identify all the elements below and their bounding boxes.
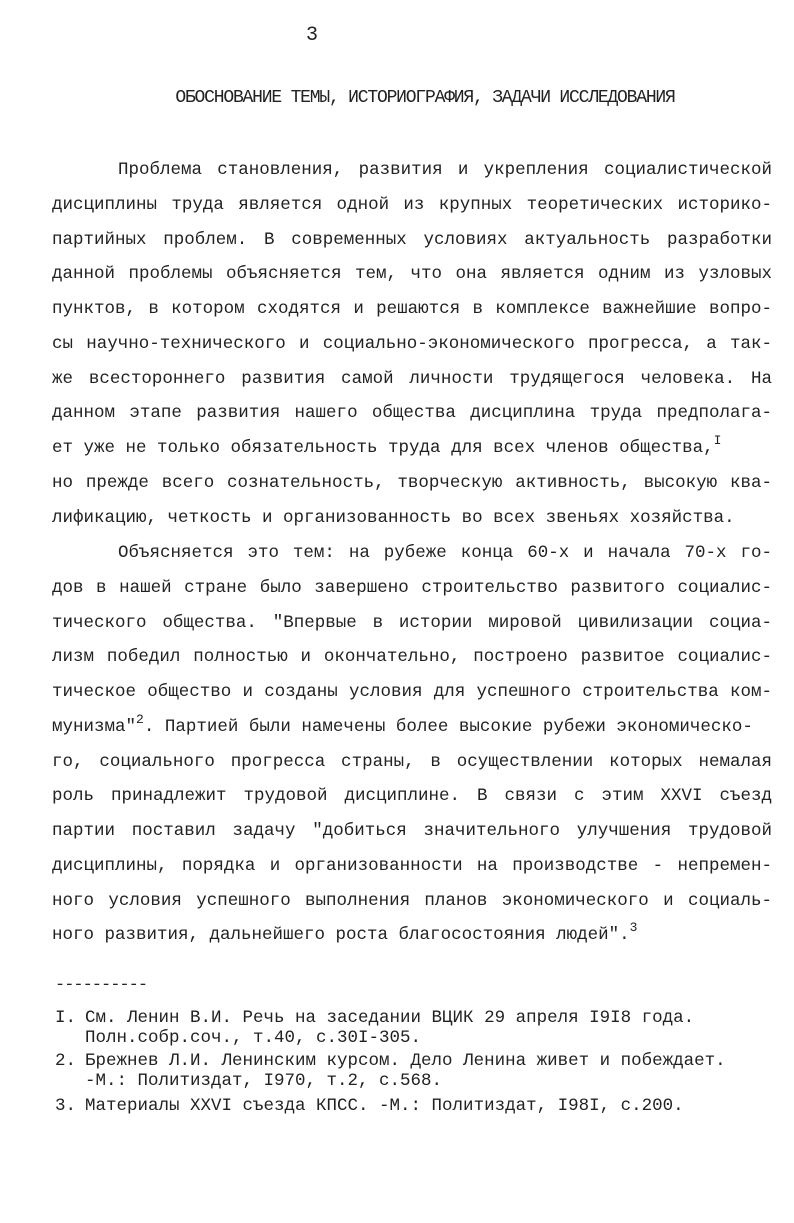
footnote bbox=[55, 1096, 684, 1116]
footnote-ref: 2 bbox=[136, 711, 144, 727]
footnote-text: См. Ленин В.И. Речь на заседании ВЦИК 29 апреля I9I8 года. bbox=[85, 1008, 695, 1028]
footnote-text-cont: Полн.собр.соч., т.40, с.30I-305. bbox=[85, 1028, 422, 1048]
text-line bbox=[52, 366, 772, 392]
line-text: мунизма" bbox=[52, 716, 137, 737]
footnote bbox=[55, 1051, 726, 1091]
line-text: тическое общество и созданы условия для успешного строительства ком- bbox=[52, 682, 772, 702]
text-line bbox=[52, 192, 772, 218]
text-line bbox=[52, 783, 772, 809]
text-line bbox=[52, 227, 772, 253]
text-line bbox=[52, 610, 772, 636]
footnote-text: Брежнев Л.И. Ленинским курсом. Дело Ленина живет и побеждает. bbox=[85, 1051, 726, 1071]
text-line bbox=[52, 818, 772, 844]
text-line bbox=[52, 435, 772, 461]
text-line bbox=[52, 888, 772, 914]
line-text: сы научно-технического и социально-экономического прогресса, а так- bbox=[52, 333, 772, 354]
page-number: 3 bbox=[306, 24, 319, 47]
text-line bbox=[118, 157, 772, 183]
footnote-number: 3. bbox=[55, 1096, 77, 1116]
text-line bbox=[52, 470, 772, 496]
line-text: но прежде всего сознательность, творческую активность, высокую ква- bbox=[52, 472, 772, 493]
line-text: же всестороннего развития самой личности трудящегося человека. На bbox=[52, 368, 772, 389]
footnote-ref: 3 bbox=[629, 920, 638, 936]
footnote-separator: ---------- bbox=[55, 976, 148, 995]
line-text-cont: . Партией были намечены более высокие рубежи экономическо- bbox=[143, 716, 753, 737]
line-text: ного условия успешного выполнения планов экономического и социаль- bbox=[52, 890, 772, 911]
line-text: партии поставил задачу "добиться значительного улучшения трудовой bbox=[52, 821, 772, 841]
footnote-text: Материалы XXVI съезда КПСС. -М.: Политиздат, I98I, с.200. bbox=[85, 1096, 684, 1116]
line-text: дов в нашей стране было завершено строительство развитого социалис- bbox=[52, 577, 772, 598]
footnote-number: I. bbox=[55, 1008, 77, 1028]
text-line bbox=[52, 922, 772, 948]
line-text: дисциплины, порядка и организованности на производстве - непремен- bbox=[52, 855, 772, 876]
section-title: ОБОСНОВАНИЕ ТЕМЫ, ИСТОРИОГРАФИЯ, ЗАДАЧИ ИССЛЕДОВАНИЯ bbox=[175, 88, 675, 108]
text-line bbox=[52, 644, 772, 670]
line-text: роль принадлежит трудовой дисциплине. В связи с этим XXVI съезд bbox=[52, 786, 772, 807]
text-line bbox=[52, 505, 772, 531]
line-text: ет уже не только обязательность труда для всех членов общества, bbox=[52, 438, 714, 458]
footnote-text-cont: -М.: Политиздат, I970, т.2, с.568. bbox=[85, 1071, 443, 1091]
text-line bbox=[52, 331, 772, 357]
line-text: Проблема становления, развития и укрепления социалистической bbox=[118, 160, 772, 180]
line-text: дисциплины труда является одной из крупных теоретических историко- bbox=[52, 194, 772, 215]
text-line bbox=[52, 400, 772, 426]
line-text: тического общества. "Впервые в истории мировой цивилизации социа- bbox=[52, 612, 772, 633]
line-text: партийных проблем. В современных условиях актуальность разработки bbox=[52, 229, 772, 250]
line-text: Объясняется это тем: на рубеже конца 60-х и начала 70-х го- bbox=[118, 543, 772, 563]
footnote bbox=[55, 1008, 694, 1048]
line-text: лификацию, четкость и организованность во всех звеньях хозяйства. bbox=[52, 507, 735, 528]
footnote-ref: I bbox=[713, 433, 722, 448]
line-text: лизм победил полностью и окончательно, построено развитое социалис- bbox=[52, 647, 772, 668]
text-line bbox=[52, 853, 772, 879]
text-line bbox=[52, 679, 772, 705]
line-text: данной проблемы объясняется тем, что она является одним из узловых bbox=[52, 264, 772, 285]
line-text: ного развития, дальнейшего роста благосостояния людей". bbox=[52, 925, 630, 946]
line-text: данном этапе развития нашего общества дисциплина труда предполага- bbox=[52, 403, 772, 424]
text-line bbox=[52, 296, 772, 322]
line-text: го, социального прогресса страны, в осуществлении которых немалая bbox=[52, 751, 772, 772]
text-line bbox=[52, 711, 772, 740]
text-line bbox=[52, 575, 772, 601]
text-line bbox=[52, 749, 772, 775]
text-line bbox=[52, 261, 772, 287]
text-line bbox=[118, 540, 772, 566]
line-text: пунктов, в котором сходятся и решаются в комплексе важнейшие вопро- bbox=[52, 299, 772, 319]
footnote-number: 2. bbox=[55, 1051, 77, 1071]
